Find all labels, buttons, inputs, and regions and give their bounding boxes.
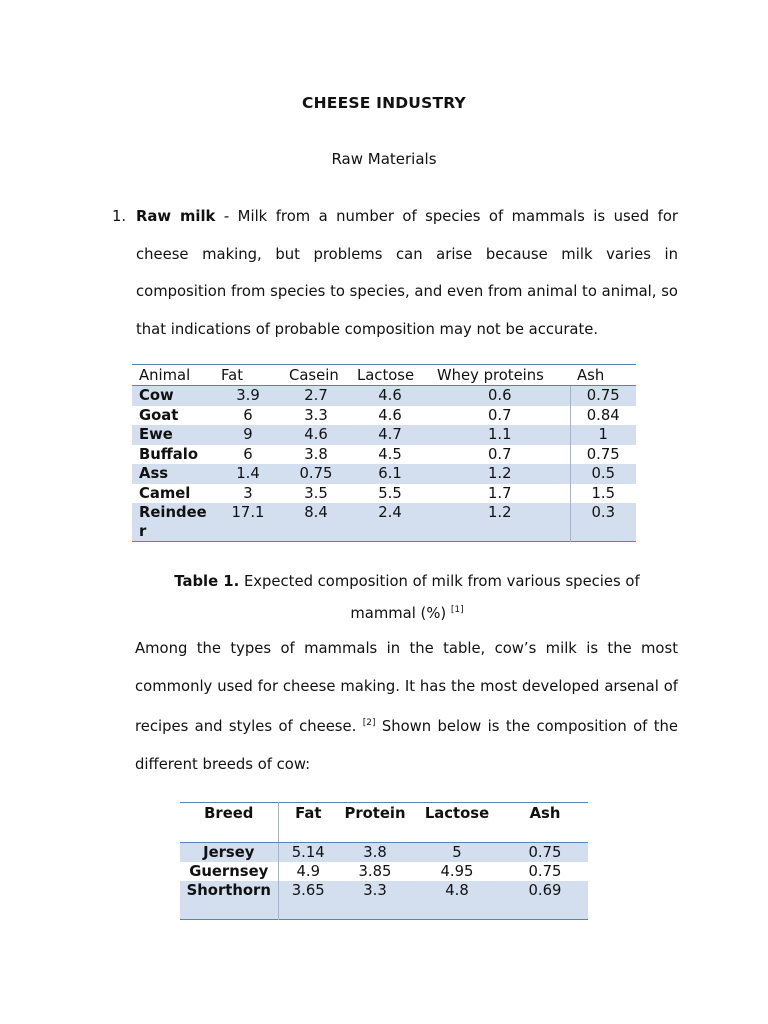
table-cell: 5 [412,843,502,863]
table-cell: 17.1 [214,503,282,542]
table-cell: 3.65 [278,881,338,920]
table-row [132,484,636,504]
table-header: Casein [282,365,350,386]
table-cell: 0.75 [282,464,350,484]
table-cell: 8.4 [282,503,350,542]
table-cell: 6 [243,406,253,424]
table-cell: 0.75 [570,386,636,406]
table-cell: 3.5 [304,484,328,502]
table-cell: Guernsey [180,862,278,881]
milk-composition-table [132,364,636,542]
table-header: Fat [214,365,282,386]
table-cell: 3.85 [358,863,392,880]
table-header: Whey proteins [430,365,570,386]
table-row [132,406,636,426]
body-paragraph [135,630,678,784]
table-cell: 9 [214,425,282,445]
table-caption [150,568,664,628]
table-header: Animal [132,365,214,386]
table-cell: 4.7 [350,425,430,445]
table-row [180,862,588,881]
citation-ref: [1] [450,605,464,615]
table-header: Ash [570,365,636,386]
table-cell: 6 [243,445,253,463]
table-row [180,843,588,863]
table-cell: 4.6 [378,406,402,424]
table-header: Ash [502,803,588,843]
section-heading: Raw Materials [331,150,437,168]
table-cell: 1.1 [430,425,570,445]
table-cell: 0.3 [570,503,636,542]
table-row [132,464,636,484]
table-cell: 1 [570,425,636,445]
table-header: Breed [180,803,278,843]
table-cell: 6.1 [350,464,430,484]
table-row [132,425,636,445]
table-cell: 0.75 [528,863,562,880]
table-cell: 2.7 [282,386,350,406]
table-cell: Jersey [180,843,278,863]
table-cell: 5.5 [378,484,402,502]
table-cell: 4.6 [350,386,430,406]
table-cell: 4.6 [282,425,350,445]
caption-text: Expected composition of milk from various species of mammal (%) [239,573,640,622]
table-cell: 4.9 [296,863,321,880]
table-cell: Shorthorn [180,881,278,920]
table-cell: 3.9 [214,386,282,406]
citation-ref: [2] [362,718,376,729]
table-cell: 3.8 [304,445,328,463]
paragraph-text: Among the types of mammals in the table, cow’s milk is the most commonly used for cheese making. It has the most developed arsenal of recipes and styles of cheese. [135,640,678,736]
table-row [132,386,636,406]
cow-breed-table [180,802,588,920]
table-cell: Ass [132,464,214,484]
table-cell: 0.6 [430,386,570,406]
table-cell: 1.5 [570,484,636,504]
table-cell: 2.4 [350,503,430,542]
table-cell: 4.8 [412,881,502,920]
table-cell: 1.7 [487,484,512,502]
caption-label: Table 1. [174,573,240,590]
table-cell: 0.7 [487,406,512,424]
list-item-raw-milk [112,198,678,349]
paragraph-text: Shown below is the composition of the different breeds of cow: [135,718,678,774]
list-item-text: - Milk from a number of species of mammals is used for cheese making, but problems can arise because milk varies in composition from species to species, and even from animal to animal, so that indications of probable composition may not be accurate. [136,208,679,339]
table-row [180,881,588,920]
table-cell: Ewe [132,425,214,445]
table-row [132,503,636,542]
table-header: Lactose [412,803,502,843]
table-cell: 4.5 [378,445,402,463]
document-title: CHEESE INDUSTRY [302,94,466,112]
table-cell: 4.95 [440,863,474,880]
table-header: Lactose [350,365,430,386]
table-cell: 0.84 [570,406,636,426]
table-cell: 3 [243,484,253,502]
table-cell: 1.2 [430,503,570,542]
table-cell: Reindeer [132,503,214,542]
table-cell: 3.3 [304,406,328,424]
table-cell: Camel [139,484,191,502]
table-cell: 0.7 [487,445,512,463]
table-cell: 0.75 [570,445,636,465]
table-header: Protein [338,803,412,843]
table-cell: 3.8 [338,843,412,863]
table-cell: 5.14 [278,843,338,863]
table-cell: 1.4 [214,464,282,484]
list-item-lead: Raw milk [136,208,216,225]
table-header: Fat [278,803,338,843]
table-cell: 0.75 [502,843,588,863]
table-cell: Goat [139,406,179,424]
table-cell: Cow [132,386,214,406]
table-cell: 0.69 [502,881,588,920]
table-cell: 0.5 [570,464,636,484]
table-cell: 3.3 [338,881,412,920]
table-row [132,445,636,465]
table-cell: 1.2 [430,464,570,484]
table-cell: Buffalo [139,445,199,463]
list-number: 1. [112,208,127,225]
